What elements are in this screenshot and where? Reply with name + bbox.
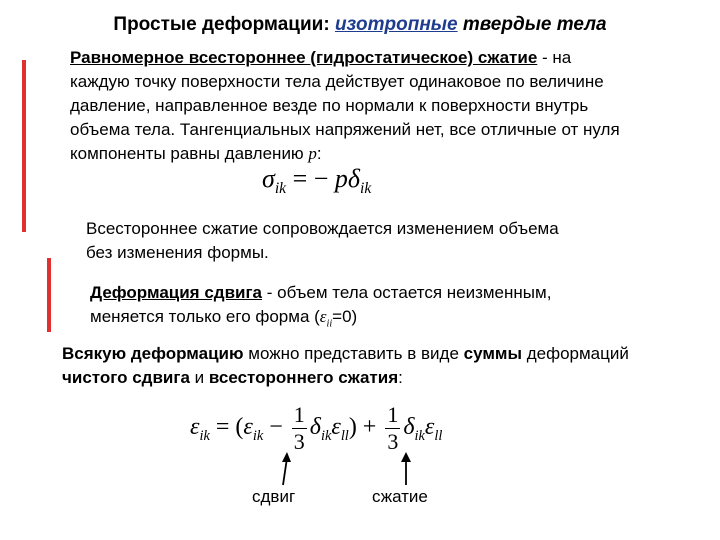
volume-change-paragraph [86,217,559,265]
accent-bar-top [22,60,26,232]
paragraph-line [62,342,629,366]
epsilon-symbol: ε [424,414,435,441]
fraction-denominator: 3 [387,429,399,454]
shear-label: сдвиг [252,487,296,506]
equals-open: = ( [209,414,244,441]
stress-formula [262,164,371,198]
epsilon-symbol: ε [331,414,341,441]
sigma-symbol: σ [262,164,275,193]
fraction-denominator: 3 [293,429,305,454]
one-third-fraction [292,402,307,455]
epsilon-symbol: ε [190,414,200,441]
index-ik: ik [320,427,332,444]
hydrostatic-compression-paragraph [70,46,620,166]
line-text: компоненты равны давлению [70,144,309,163]
strain-decomposition-formula [190,402,442,455]
index-ik: ik [199,427,210,444]
delta-symbol: δ [347,164,361,193]
bold-phrase: Всякую деформацию [62,344,244,363]
line-text: - на [537,48,572,67]
shear-arrow-icon [276,452,296,486]
shear-heading: Деформация сдвига [90,283,263,302]
accent-bar-bottom [47,258,51,332]
paragraph-line [90,305,551,336]
index-ii: ii [326,318,333,330]
decomposition-paragraph [62,342,629,390]
title-link-isotropic[interactable]: изотропные [334,14,458,35]
delta-symbol: δ [403,414,415,441]
epsilon-symbol: ε [243,414,253,441]
hydrostatic-heading: Равномерное всестороннее (гидростатическое) сжатие [70,48,538,67]
fraction-numerator: 1 [387,402,399,427]
paragraph-line: каждую точку поверхности тела действует одинаковое по величине [70,72,604,91]
line-text: : [316,144,322,163]
line-text: можно представить в виде [243,344,464,363]
index-ik: ik [252,427,264,444]
line-text: и [189,368,209,387]
epsilon-symbol: ε [319,307,327,326]
title-prefix: Простые деформации: [113,14,335,35]
one-third-fraction [385,402,400,455]
pressure-symbol: p [308,144,317,163]
pressure-symbol: p [334,164,348,193]
index-ll: ll [340,427,349,444]
compression-arrow-icon [396,452,416,486]
line-text: деформаций [522,344,629,363]
shear-deformation-paragraph [90,281,551,336]
paragraph-line [62,366,629,390]
equals-minus: = − [286,164,335,193]
line-text: меняется только его форма ( [90,307,320,326]
line-text: : [398,368,403,387]
bold-phrase: суммы [463,344,522,363]
title-suffix: твердые тела [457,14,607,35]
line-text: - объем тела остается неизменным, [262,283,552,302]
paragraph-line: без изменения формы. [86,243,269,262]
paragraph-line [90,281,551,305]
paragraph-line: Всестороннее сжатие сопровождается изменением объема [86,219,559,238]
paragraph-line: объема тела. Тангенциальных напряжений нет, все отличные от нуля [70,120,620,139]
delta-symbol: δ [309,414,321,441]
index-ik: ik [274,180,287,198]
bold-phrase: всестороннего сжатия [208,368,399,387]
slide-title [0,14,720,36]
index-ll: ll [434,427,443,444]
index-ik: ik [414,427,425,444]
paragraph-line [70,142,620,166]
paragraph-line [70,46,620,70]
bold-phrase: чистого сдвига [62,368,190,387]
close-plus: ) + [348,414,383,441]
minus-sign: − [263,414,289,441]
line-text: =0) [332,307,358,326]
paragraph-line: давление, направленное везде по нормали к поверхности внутрь [70,96,589,115]
index-ik: ik [360,180,372,198]
fraction-numerator: 1 [293,402,305,427]
compression-label: сжатие [372,487,428,506]
